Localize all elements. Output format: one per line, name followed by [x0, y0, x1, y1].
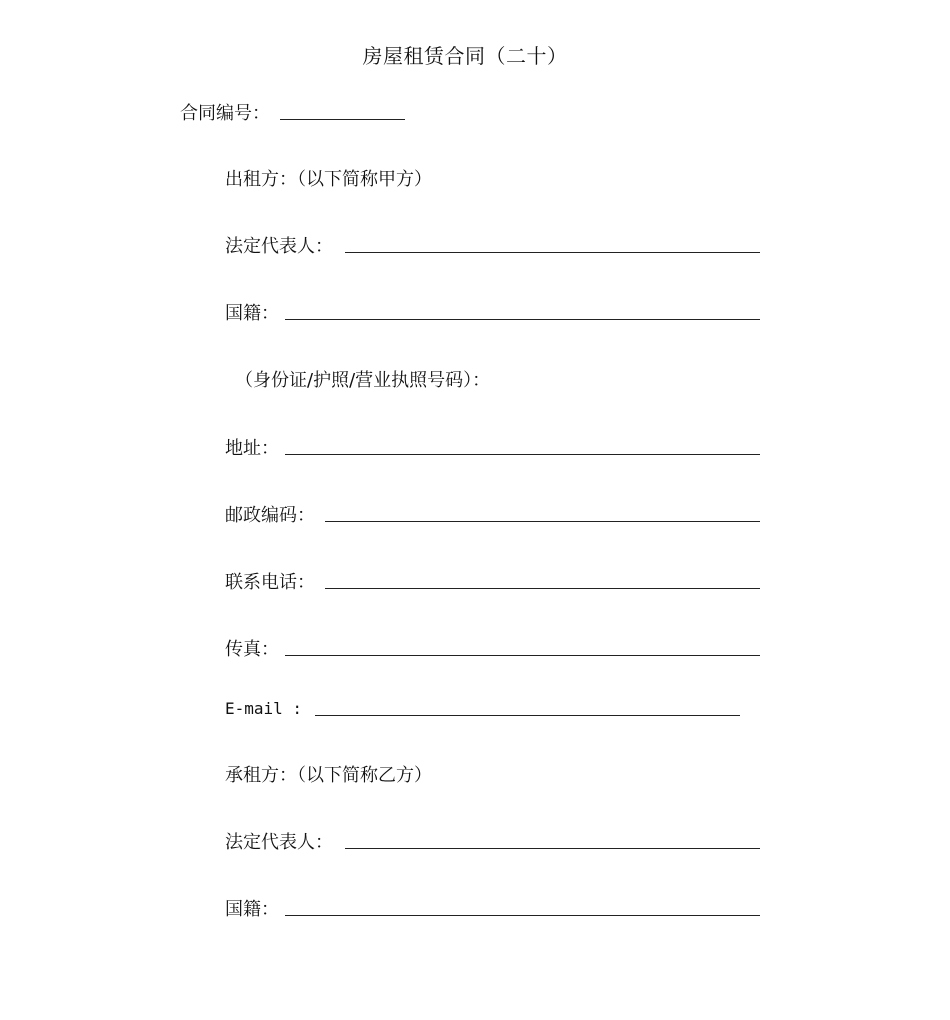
lessor-address-label: 地址： [225, 438, 279, 459]
lessor-phone-field[interactable] [325, 588, 760, 589]
lessor-representative-label: 法定代表人： [225, 236, 333, 257]
document-title: 房屋租赁合同（二十） [362, 44, 568, 68]
lessor-nationality-field[interactable] [285, 319, 760, 320]
lessee-heading: 承租方：（以下简称乙方） [225, 765, 432, 786]
contract-number-field[interactable] [280, 119, 405, 120]
lessor-nationality-label: 国籍： [225, 303, 279, 324]
lessor-postcode-label: 邮政编码： [225, 505, 315, 526]
lessor-fax-label: 传真： [225, 639, 279, 660]
lessee-representative-field[interactable] [345, 848, 760, 849]
lessor-postcode-field[interactable] [325, 521, 760, 522]
contract-number-label: 合同编号： [180, 103, 270, 124]
lessor-fax-field[interactable] [285, 655, 760, 656]
lessor-id-label: （身份证/护照/营业执照号码）： [235, 370, 491, 391]
lessor-heading: 出租方：（以下简称甲方） [225, 169, 432, 190]
lessee-representative-label: 法定代表人： [225, 832, 333, 853]
lessor-email-label: E-mail : [225, 699, 303, 718]
lessee-nationality-field[interactable] [285, 915, 760, 916]
lessor-representative-field[interactable] [345, 252, 760, 253]
lessee-nationality-label: 国籍： [225, 899, 279, 920]
lessor-email-field[interactable] [315, 715, 740, 716]
lessor-address-field[interactable] [285, 454, 760, 455]
lessor-phone-label: 联系电话： [225, 572, 315, 593]
